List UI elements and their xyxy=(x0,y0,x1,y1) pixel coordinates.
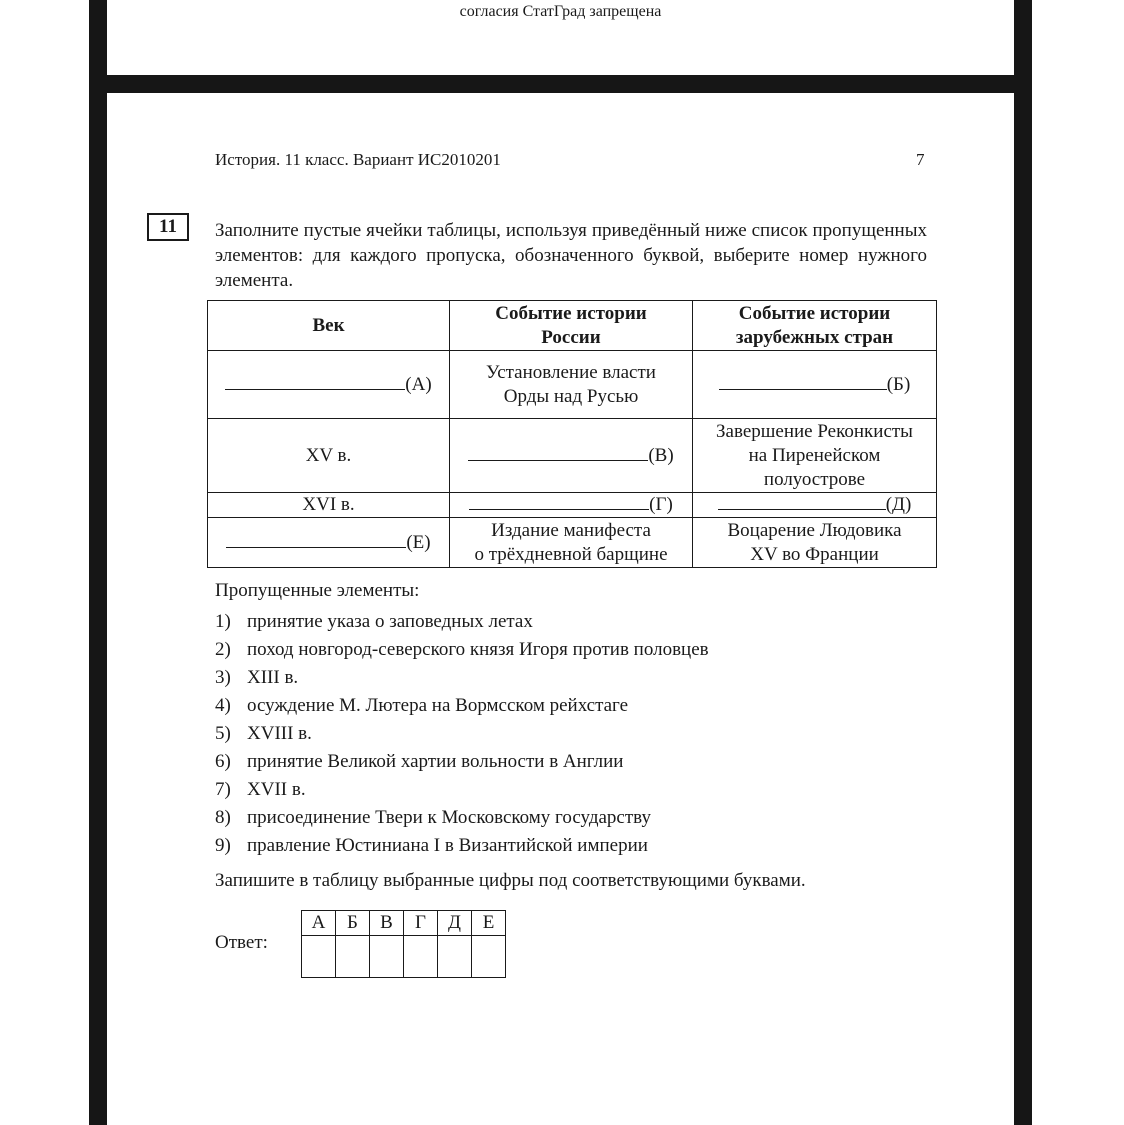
cell-foreign: Завершение Реконкисты на Пиренейском полуострове xyxy=(693,419,937,493)
page-header-title: История. 11 класс. Вариант ИС2010201 xyxy=(215,150,501,169)
previous-page-footer: согласия СтатГрад запрещена xyxy=(459,3,662,20)
cell-russia: Установление власти Орды над Русью xyxy=(450,351,693,419)
table-row xyxy=(208,419,937,493)
task-intro: Заполните пустые ячейки таблицы, используя приведённый ниже список пропущенных элементов: для каждого пропуска, обозначенного буквой, выберите номер нужного элемента. xyxy=(215,220,927,291)
answer-cells-row xyxy=(302,936,506,978)
cell-century: XV в. xyxy=(208,419,450,493)
answer-cell-d[interactable] xyxy=(438,936,472,978)
cell-century: XVI в. xyxy=(208,493,450,518)
blank-line xyxy=(225,373,405,390)
missing-elements-list xyxy=(215,608,709,860)
task-number: 11 xyxy=(147,213,189,241)
answer-letter: А xyxy=(302,911,336,936)
cell-foreign: (Д) xyxy=(693,493,937,518)
answer-label: Ответ: xyxy=(215,932,268,953)
answer-instruction: Запишите в таблицу выбранные цифры под соответствующими буквами. xyxy=(215,870,806,891)
answer-letter: В xyxy=(370,911,404,936)
blank-line xyxy=(469,493,649,510)
answer-letter: Е xyxy=(472,911,506,936)
list-item: 6) принятие Великой хартии вольности в Англии xyxy=(215,751,624,772)
answer-cell-e[interactable] xyxy=(472,936,506,978)
table-header-row xyxy=(208,301,937,351)
table-row xyxy=(208,518,937,568)
answer-letters-row xyxy=(302,911,506,936)
answer-cell-b[interactable] xyxy=(336,936,370,978)
page-number: 7 xyxy=(916,150,925,169)
events-table xyxy=(207,300,937,568)
missing-elements-title: Пропущенные элементы: xyxy=(215,580,420,601)
table-row xyxy=(208,351,937,419)
page-frame-right xyxy=(1014,0,1032,1125)
list-item: 4) осуждение М. Лютера на Вормсском рейхстаге xyxy=(215,695,629,716)
header-century: Век xyxy=(208,301,450,351)
blank-line xyxy=(468,444,648,461)
answer-letter: Д xyxy=(438,911,472,936)
table-row xyxy=(208,493,937,518)
cell-russia: (В) xyxy=(450,419,693,493)
header-russia: Событие истории России xyxy=(450,301,693,351)
list-item: 5) XVIII в. xyxy=(215,723,312,744)
list-item: 1) принятие указа о заповедных летах xyxy=(215,611,533,632)
list-item: 9) правление Юстиниана I в Византийской империи xyxy=(215,835,648,856)
cell-foreign: Воцарение Людовика XV во Франции xyxy=(693,518,937,568)
list-item: 8) присоединение Твери к Московскому государству xyxy=(215,807,651,828)
answer-cell-v[interactable] xyxy=(370,936,404,978)
answer-table xyxy=(301,910,506,978)
cell-russia: Издание манифеста о трёхдневной барщине xyxy=(450,518,693,568)
cell-foreign: (Б) xyxy=(693,351,937,419)
answer-cell-g[interactable] xyxy=(404,936,438,978)
answer-letter: Г xyxy=(404,911,438,936)
answer-letter: Б xyxy=(336,911,370,936)
page-frame-left xyxy=(89,0,107,1125)
cell-russia: (Г) xyxy=(450,493,693,518)
page-separator xyxy=(89,75,1032,93)
list-item: 3) XIII в. xyxy=(215,667,299,688)
list-item: 7) XVII в. xyxy=(215,779,306,800)
list-item: 2) поход новгород-северского князя Игоря против половцев xyxy=(215,639,709,660)
answer-cell-a[interactable] xyxy=(302,936,336,978)
cell-century: (А) xyxy=(208,351,450,419)
blank-line xyxy=(718,493,886,510)
blank-line xyxy=(719,373,887,390)
header-foreign: Событие истории зарубежных стран xyxy=(693,301,937,351)
cell-century: (Е) xyxy=(208,518,450,568)
blank-line xyxy=(226,531,406,548)
